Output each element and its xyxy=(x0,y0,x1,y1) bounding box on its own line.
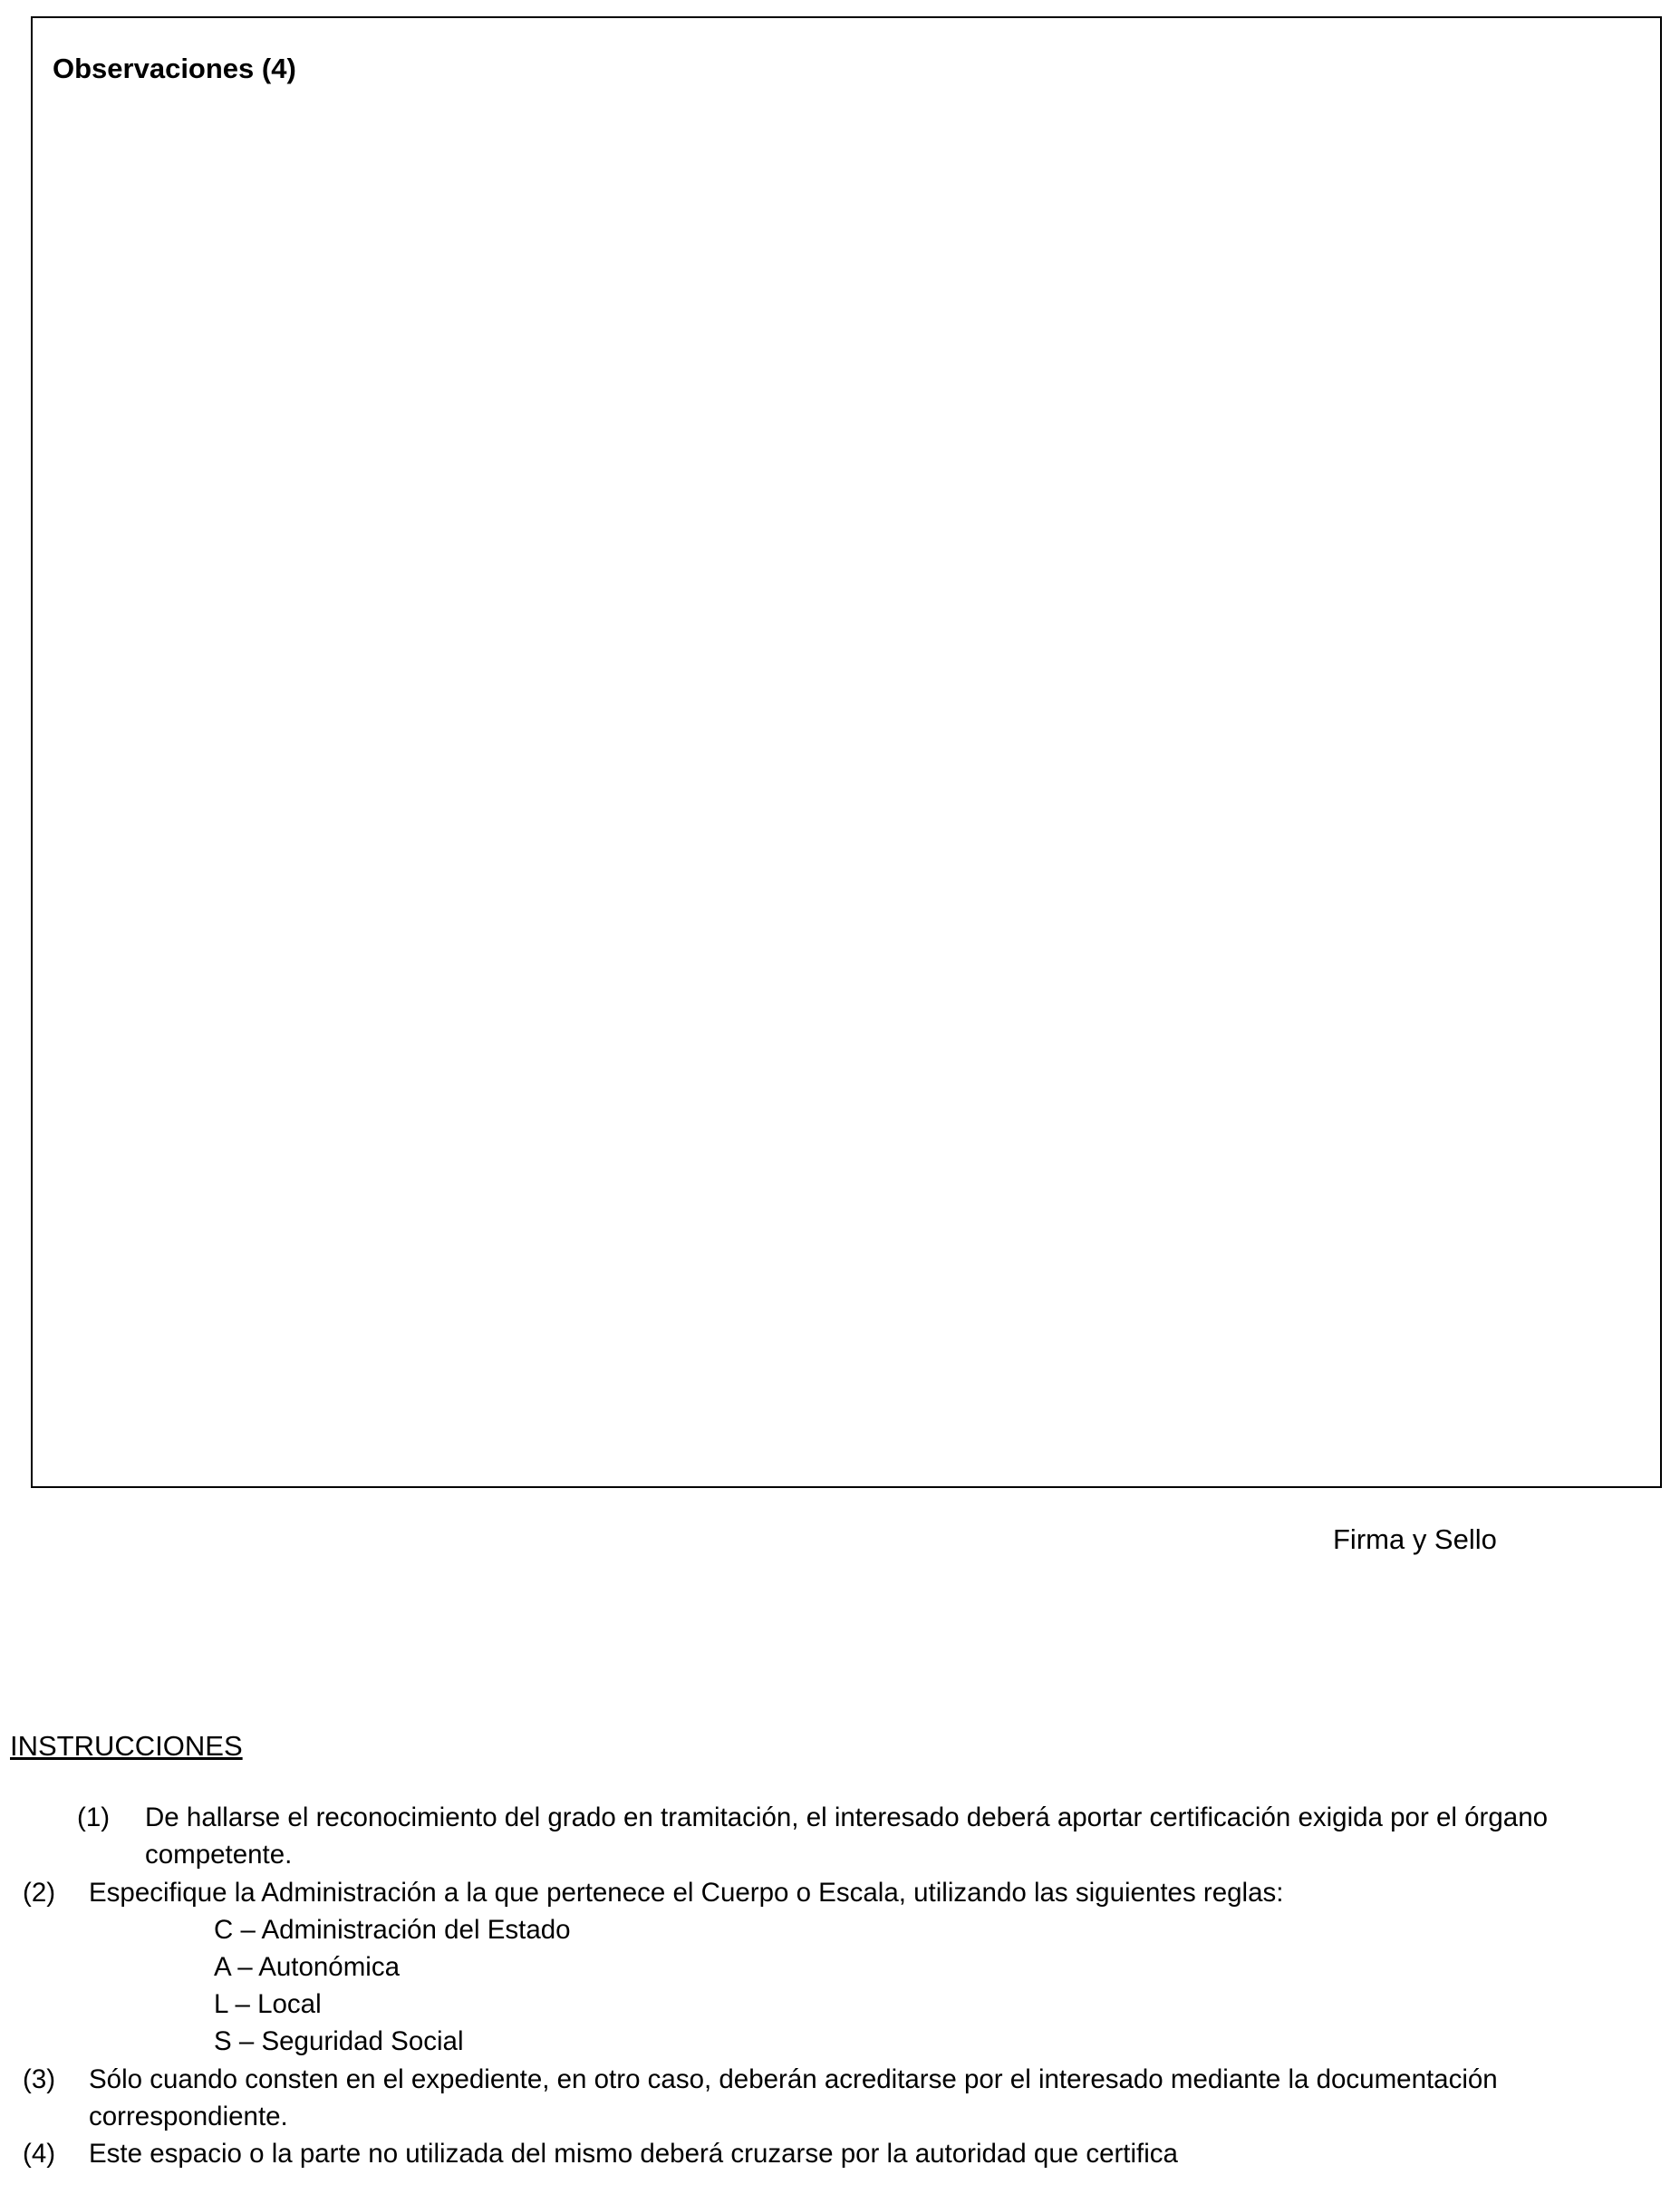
instruction-2-number: (2) xyxy=(23,1878,56,1908)
instruction-1-line-2: competente. xyxy=(145,1840,293,1870)
instruction-4-line-1: Este espacio o la parte no utilizada del mismo deberá cruzarse por la autoridad que certifica xyxy=(89,2139,1178,2169)
instruction-3-number: (3) xyxy=(23,2064,56,2094)
instruction-1-number: (1) xyxy=(77,1803,111,1832)
instruction-2-line-1: Especifique la Administración a la que pertenece el Cuerpo o Escala, utilizando las siguientes reglas: xyxy=(89,1878,1284,1908)
instruction-2-rule-s: S – Seguridad Social xyxy=(214,2026,464,2056)
instruction-3-line-2: correspondiente. xyxy=(89,2102,288,2131)
instruction-1-line-1: De hallarse el reconocimiento del grado en tramitación, el interesado deberá aportar certificación exigida por el órgano xyxy=(145,1803,1549,1832)
instruction-2-rule-a: A – Autonómica xyxy=(214,1952,401,1982)
instrucciones-heading: INSTRUCCIONES xyxy=(10,1730,243,1762)
instruction-2-rule-c: C – Administración del Estado xyxy=(214,1915,571,1945)
instruction-2-rule-l: L – Local xyxy=(214,1989,322,2019)
instruction-3-line-1: Sólo cuando consten en el expediente, en otro caso, deberán acreditarse por el interesado mediante la documentación xyxy=(89,2064,1498,2094)
instruction-4-number: (4) xyxy=(23,2139,56,2169)
observaciones-title: Observaciones (4) xyxy=(53,53,296,84)
firma-sello-label: Firma y Sello xyxy=(1333,1523,1497,1555)
observaciones-box[interactable] xyxy=(31,16,1662,1488)
